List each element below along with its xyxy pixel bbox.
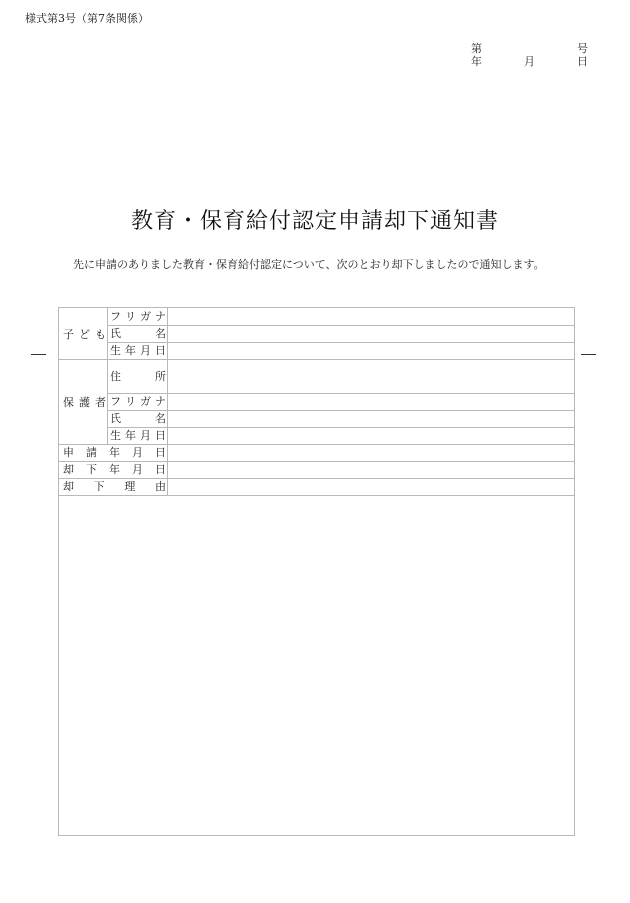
page-title: 教育・保育給付認定申請却下通知書: [130, 209, 499, 234]
row-line: [107, 427, 575, 428]
fold-mark-right: [581, 354, 596, 355]
doc-number-go: 号: [577, 42, 588, 55]
date-year: 年: [471, 55, 482, 68]
row-line: [59, 359, 575, 360]
row-line: [107, 393, 575, 394]
child-group-label: 子 ど も: [63, 327, 106, 341]
guardian-group-label: 保 護 者: [63, 395, 106, 409]
guardian-address-label: 住 所: [110, 370, 166, 383]
row-line: [107, 410, 575, 411]
row-line: [107, 325, 575, 326]
rejection-date-label: 却 下 年 月 日: [63, 463, 166, 476]
child-birthdate-label: 生 年 月 日: [110, 344, 166, 357]
col-line: [167, 308, 168, 495]
rejection-reason-area: [59, 496, 575, 836]
guardian-name-label: 氏 名: [110, 412, 166, 425]
rejection-table: [58, 307, 575, 836]
row-line: [107, 342, 575, 343]
intro-text: 先に申請のありました教育・保育給付認定について、次のとおり却下しましたので通知します。: [73, 258, 545, 271]
child-furigana-label: フ リ ガ ナ: [110, 310, 166, 323]
guardian-furigana-label: フ リ ガ ナ: [110, 395, 166, 408]
child-name-label: 氏 名: [110, 327, 166, 340]
fold-mark-left: [31, 354, 46, 355]
form-number: 様式第3号（第7条関係）: [25, 12, 149, 25]
date-month: 月: [524, 55, 535, 68]
application-date-label: 申 請 年 月 日: [63, 446, 166, 459]
guardian-birthdate-label: 生 年 月 日: [110, 429, 166, 442]
doc-number-dai: 第: [471, 42, 482, 55]
date-day: 日: [577, 55, 588, 68]
rejection-reason-label: 却 下 理 由: [63, 480, 166, 493]
col-line: [107, 308, 108, 444]
